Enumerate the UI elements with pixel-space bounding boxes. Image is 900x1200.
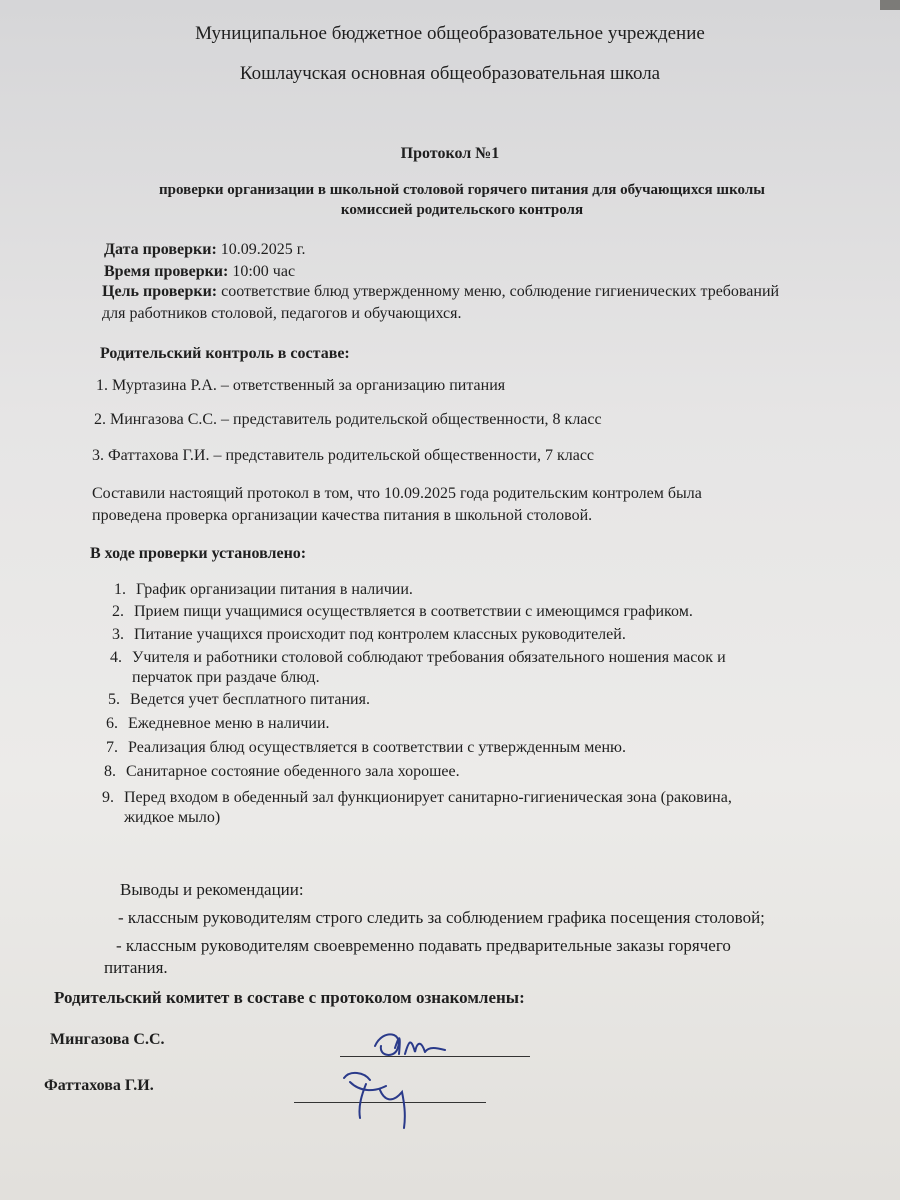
org-name-line2: Кошлаучская основная общеобразовательная школа — [239, 63, 661, 84]
finding-text: График организации питания в наличии. — [136, 581, 413, 598]
check-time-label: Время проверки: — [104, 263, 229, 280]
recommendation-1: - классным руководителям строго следить за соблюдением графика посещения столовой; — [118, 908, 765, 927]
finding-number: 4. — [110, 649, 122, 666]
committee-heading: Родительский контроль в составе: — [100, 345, 350, 362]
finding-number: 7. — [106, 739, 118, 756]
finding-text: Ведется учет бесплатного питания. — [130, 691, 370, 708]
finding-text: Санитарное состояние обеденного зала хорошее. — [126, 763, 460, 780]
finding-number: 8. — [104, 763, 116, 780]
committee-member: 2. Мингазова С.С. – представитель родительской общественности, 8 класс — [94, 411, 602, 428]
finding-number: 6. — [106, 715, 118, 732]
findings-heading: В ходе проверки установлено: — [90, 545, 307, 562]
statement-line1: Составили настоящий протокол в том, что 10.09.2025 года родительским контролем была — [92, 485, 702, 502]
signatory-name: Фаттахова Г.И. — [44, 1077, 154, 1094]
document-subtitle-line1: проверки организации в школьной столовой горячего питания для обучающихся школы — [159, 182, 765, 198]
statement-line2: проведена проверка организации качества питания в школьной столовой. — [92, 507, 593, 524]
recommendation-2-line2: питания. — [104, 958, 168, 977]
finding-number: 2. — [112, 603, 124, 620]
finding-text: перчаток при раздаче блюд. — [132, 669, 320, 686]
committee-member: 1. Муртазина Р.А. – ответственный за организацию питания — [96, 377, 506, 394]
finding-text: Реализация блюд осуществляется в соответствии с утвержденным меню. — [128, 739, 626, 756]
finding-text: Перед входом в обеденный зал функционирует санитарно-гигиеническая зона (раковина, — [124, 789, 732, 806]
check-purpose-label: Цель проверки: — [102, 283, 218, 300]
check-purpose-value-line1: соответствие блюд утвержденному меню, соблюдение гигиенических требований — [221, 283, 780, 300]
finding-text: жидкое мыло) — [124, 809, 221, 826]
document-subtitle-line2: комиссией родительского контроля — [340, 202, 584, 218]
finding-number: 1. — [114, 581, 126, 598]
check-time — [104, 262, 295, 282]
check-date-value: 10.09.2025 г. — [220, 241, 306, 258]
finding-number: 9. — [102, 789, 114, 806]
check-purpose — [102, 282, 779, 302]
acknowledgement: Родительский комитет в составе с протоколом ознакомлены: — [54, 988, 525, 1007]
finding-text: Ежедневное меню в наличии. — [128, 715, 330, 732]
document-title: Протокол №1 — [400, 145, 500, 162]
finding-number: 5. — [108, 691, 120, 708]
check-date-label: Дата проверки: — [104, 241, 217, 258]
signature-mingazova — [365, 1018, 485, 1068]
finding-text: Прием пищи учащимися осуществляется в соответствии с имеющимся графиком. — [134, 603, 693, 620]
finding-text: Питание учащихся происходит под контролем классных руководителей. — [134, 626, 626, 643]
check-date — [104, 240, 306, 260]
recommendation-2-line1: - классным руководителям своевременно подавать предварительные заказы горячего — [116, 936, 731, 955]
committee-member: 3. Фаттахова Г.И. – представитель родительской общественности, 7 класс — [92, 447, 595, 464]
signature-fattakhova — [330, 1062, 450, 1142]
check-time-value: 10:00 час — [232, 263, 296, 280]
org-name-line1: Муниципальное бюджетное общеобразовательное учреждение — [195, 23, 705, 44]
finding-number: 3. — [112, 626, 124, 643]
signatory-name: Мингазова С.С. — [50, 1031, 165, 1048]
conclusions-heading: Выводы и рекомендации: — [120, 880, 304, 899]
finding-text: Учителя и работники столовой соблюдают требования обязательного ношения масок и — [132, 649, 726, 666]
background-corner — [880, 0, 900, 10]
check-purpose-value-line2: для работников столовой, педагогов и обучающихся. — [102, 305, 462, 322]
